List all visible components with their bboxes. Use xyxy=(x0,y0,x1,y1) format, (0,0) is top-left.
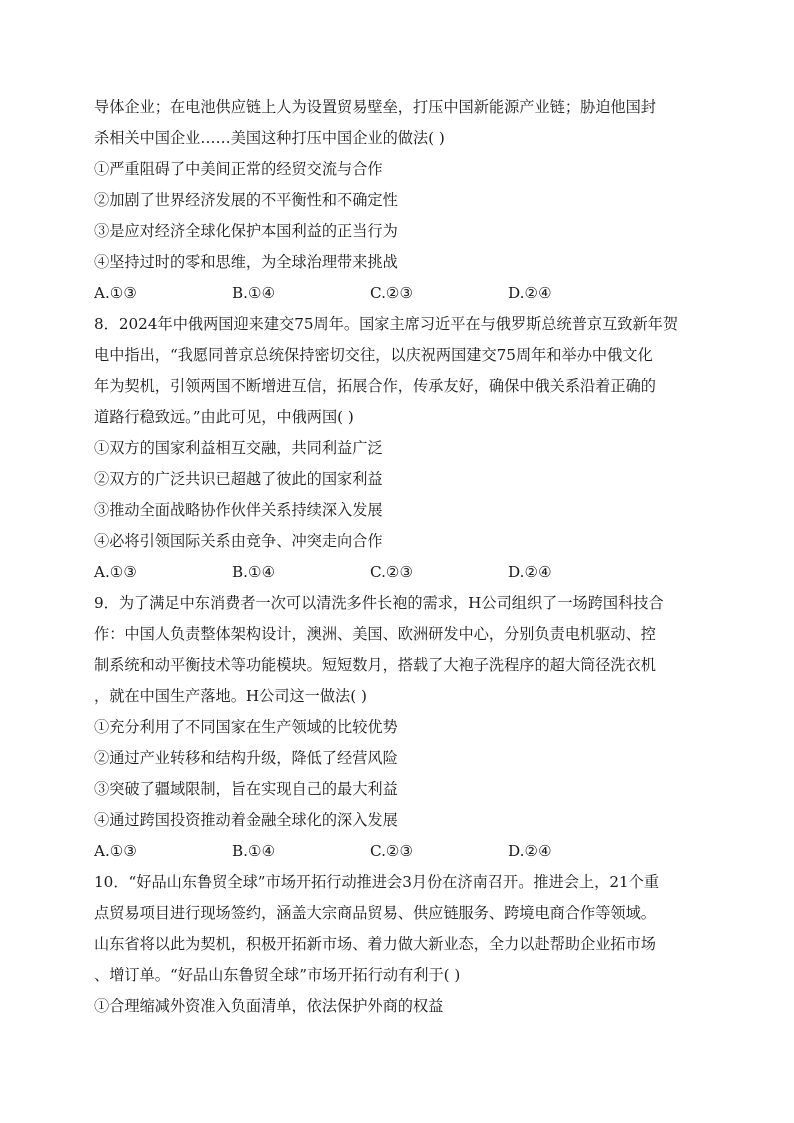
statement-item: ①充分利用了不同国家在生产领域的比较优势 xyxy=(94,718,398,736)
option-b: B.①④ xyxy=(232,563,276,581)
statement-item: ④通过跨国投资推动着金融全球化的深入发展 xyxy=(94,811,398,829)
question-stem-line: ，就在中国生产落地。H公司这一做法( ) xyxy=(94,687,367,705)
option-b: B.①④ xyxy=(232,842,276,860)
question-stem-line: 8．2024年中俄两国迎来建交75周年。国家主席习近平在与俄罗斯总统普京互致新年贺 xyxy=(94,315,679,333)
question-stem-line: 制系统和动平衡技术等功能模块。短短数月，搭载了大袍子洗程序的超大筒径洗衣机 xyxy=(94,656,656,674)
statement-item: ④坚持过时的零和思维，为全球治理带来挑战 xyxy=(94,253,398,271)
question-stem-line: 9．为了满足中东消费者一次可以清洗多件长袍的需求，H公司组织了一场跨国科技合 xyxy=(94,594,664,612)
question-stem-line: 导体企业；在电池供应链上人为设置贸易壁垒，打压中国新能源产业链；胁迫他国封 xyxy=(94,98,656,116)
question-stem-line: 杀相关中国企业……美国这种打压中国企业的做法( ) xyxy=(94,129,445,147)
question-7 xyxy=(94,92,704,309)
answer-options xyxy=(94,278,704,309)
question-stem-line: 作：中国人负责整体架构设计，澳洲、美国、欧洲研发中心，分别负责电机驱动、控 xyxy=(94,625,656,643)
option-b: B.①④ xyxy=(232,284,276,302)
question-stem-line: 电中指出，“我愿同普京总统保持密切交往，以庆祝两国建交75周年和举办中俄文化 xyxy=(94,346,653,364)
option-d: D.②④ xyxy=(508,284,552,302)
question-9 xyxy=(94,588,704,867)
option-a: A.①③ xyxy=(94,284,138,302)
statement-item: ②双方的广泛共识已超越了彼此的国家利益 xyxy=(94,470,383,488)
statement-item: ③推动全面战略协作伙伴关系持续深入发展 xyxy=(94,501,383,519)
question-stem-line: 点贸易项目进行现场签约，涵盖大宗商品贸易、供应链服务、跨境电商合作等领域。 xyxy=(94,904,656,922)
answer-options xyxy=(94,836,704,867)
statement-item: ①双方的国家利益相互交融，共同利益广泛 xyxy=(94,439,383,457)
answer-options xyxy=(94,557,704,588)
option-c: C.②③ xyxy=(370,563,414,581)
option-d: D.②④ xyxy=(508,842,552,860)
statement-item: ②加剧了世界经济发展的不平衡性和不确定性 xyxy=(94,191,398,209)
statement-item: ①严重阻碍了中美间正常的经贸交流与合作 xyxy=(94,160,383,178)
statement-item: ③是应对经济全球化保护本国利益的正当行为 xyxy=(94,222,398,240)
option-c: C.②③ xyxy=(370,842,414,860)
question-stem-line: 、增订单。“好品山东鲁贸全球”市场开拓行动有利于( ) xyxy=(94,966,461,984)
option-d: D.②④ xyxy=(508,563,552,581)
option-c: C.②③ xyxy=(370,284,414,302)
option-a: A.①③ xyxy=(94,563,138,581)
statement-item: ②通过产业转移和结构升级，降低了经营风险 xyxy=(94,749,398,767)
question-stem-line: 年为契机，引领两国不断增进互信，拓展合作，传承友好，确保中俄关系沿着正确的 xyxy=(94,377,656,395)
question-stem-line: 道路行稳致远。”由此可见，中俄两国( ) xyxy=(94,408,354,426)
question-stem-line: 山东省将以此为契机，积极开拓新市场、着力做大新业态，全力以赴帮助企业拓市场 xyxy=(94,935,656,953)
question-stem-line: 10．“好品山东鲁贸全球”市场开拓行动推进会3月份在济南召开。推进会上，21个重 xyxy=(94,873,660,891)
document-page xyxy=(94,92,704,1022)
option-a: A.①③ xyxy=(94,842,138,860)
statement-item: ③突破了疆域限制，旨在实现自己的最大利益 xyxy=(94,780,398,798)
question-8 xyxy=(94,309,704,588)
statement-item: ①合理缩减外资准入负面清单，依法保护外商的权益 xyxy=(94,997,444,1015)
statement-item: ④必将引领国际关系由竞争、冲突走向合作 xyxy=(94,532,383,550)
question-10 xyxy=(94,867,704,1022)
